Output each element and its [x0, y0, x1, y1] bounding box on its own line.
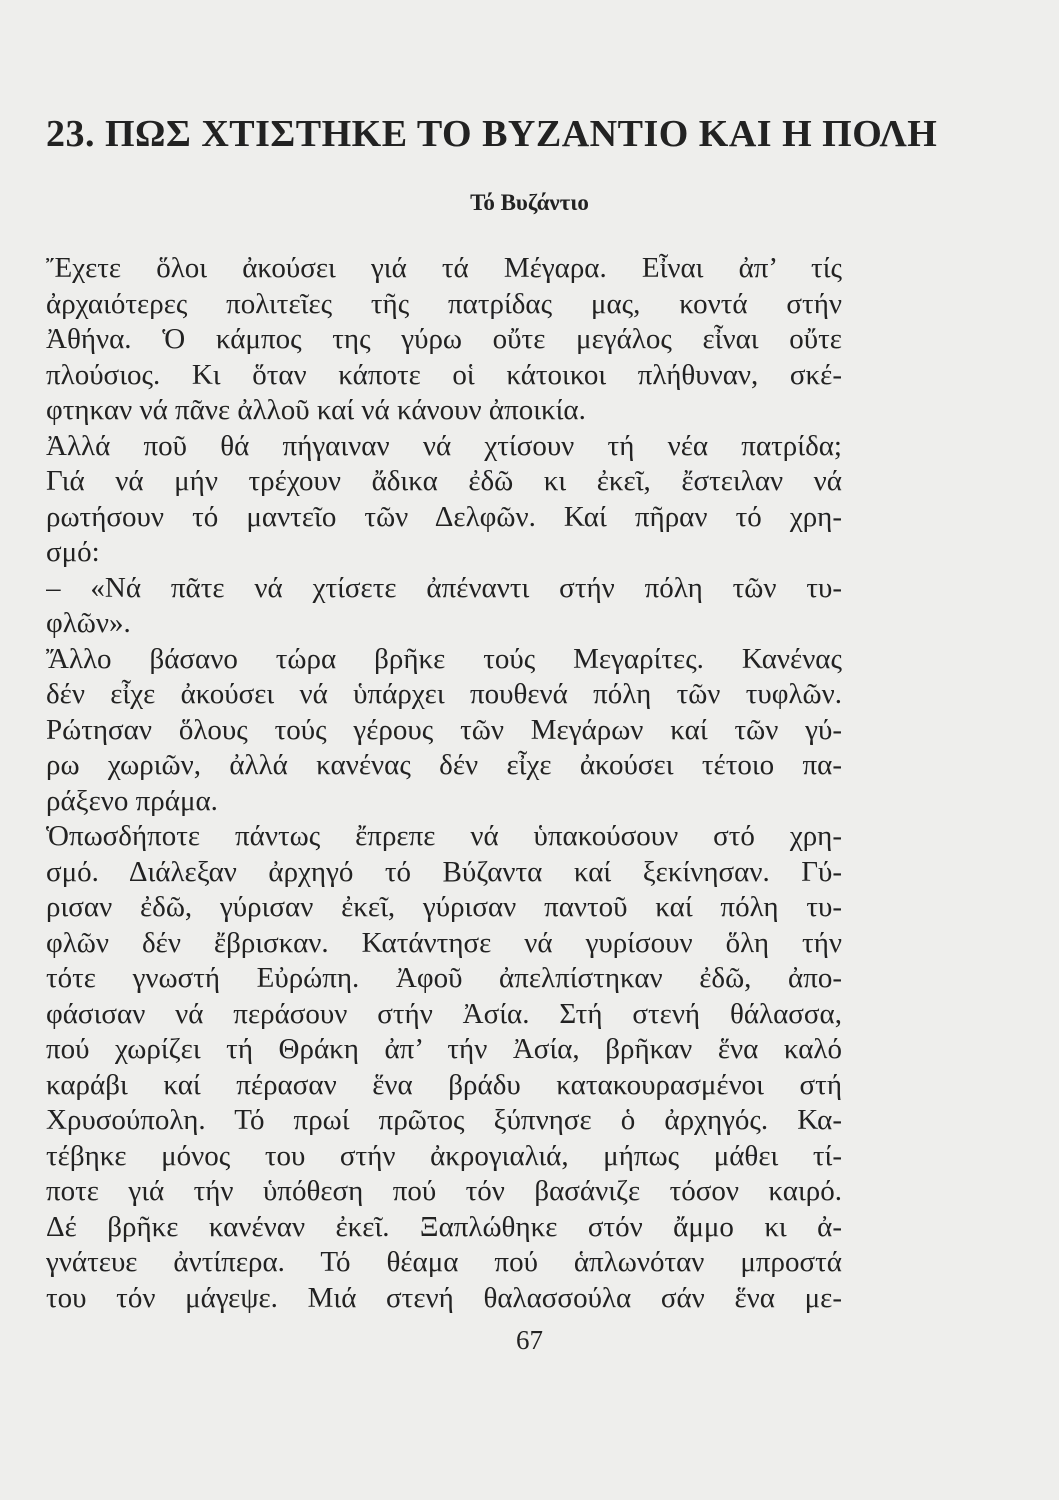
text-line: δέν εἶχε ἀκούσει νά ὑπάρχει πουθενά πόλη τῶν τυφλῶν. [46, 678, 842, 710]
text-line: Χρυσούπολη. Τό πρωί πρῶτος ξύπνησε ὁ ἀρχηγός. Κα- [46, 1104, 842, 1136]
text-line: πλούσιος. Κι ὅταν κάποτε οἱ κάτοικοι πλήθυναν, σκέ- [46, 358, 842, 391]
text-line: ρωτήσουν τό μαντεῖο τῶν Δελφῶν. Καί πῆραν τό χρη- [46, 500, 842, 533]
text-line: Ἔχετε ὅλοι ἀκούσει γιά τά Μέγαρα. Εἶναι ἀπ’ τίς [46, 252, 842, 284]
text-line: φλῶν». [46, 607, 131, 639]
text-line: ρω χωριῶν, ἀλλά κανένας δέν εἶχε ἀκούσει τέτοιο πα- [46, 749, 842, 781]
text-line: τότε γνωστή Εὐρώπη. Ἀφοῦ ἀπελπίστηκαν ἐδῶ, ἀπο- [46, 962, 842, 994]
text-line: πού χωρίζει τή Θράκη ἀπ’ τήν Ἀσία, βρῆκαν ἕνα καλό [46, 1033, 842, 1065]
text-line: ράξενο πράμα. [46, 784, 218, 817]
text-line: Ἀθήνα. Ὁ κάμπος της γύρω οὔτε μεγάλος εἶναι οὔτε [46, 323, 842, 355]
body-text [46, 251, 842, 1316]
text-line: τέβηκε μόνος του στήν ἀκρογιαλιά, μήπως μάθει τί- [46, 1139, 842, 1172]
text-line: γνάτευε ἀντίπερα. Τό θέαμα πού ἁπλωνόταν μπροστά [46, 1246, 842, 1278]
text-line: σμό: [46, 536, 100, 568]
text-line: σμό. Διάλεξαν ἀρχηγό τό Βύζαντα καί ξεκίνησαν. Γύ- [46, 855, 842, 888]
text-line: Ἀλλά ποῦ θά πήγαιναν νά χτίσουν τή νέα πατρίδα; [46, 429, 842, 462]
text-line: φάσισαν νά περάσουν στήν Ἀσία. Στή στενή θάλασσα, [46, 997, 842, 1030]
text-line: καράβι καί πέρασαν ἕνα βράδυ κατακουρασμένοι στή [46, 1068, 842, 1101]
text-line: Δέ βρῆκε κανέναν ἐκεῖ. Ξαπλώθηκε στόν ἄμμο κι ἀ- [46, 1210, 842, 1243]
page-number: 67 [516, 1325, 543, 1355]
text-line: φλῶν δέν ἔβρισκαν. Κατάντησε νά γυρίσουν ὅλη τήν [46, 926, 842, 959]
text-line: Ἄλλο βάσανο τώρα βρῆκε τούς Μεγαρίτες. Κανένας [46, 642, 842, 675]
text-line: ποτε γιά τήν ὑπόθεση πού τόν βασάνιζε τόσον καιρό. [46, 1175, 842, 1207]
text-line: Γιά νά μήν τρέχουν ἄδικα ἐδῶ κι ἐκεῖ, ἔστειλαν νά [46, 465, 842, 497]
text-line: ἀρχαιότερες πολιτεῖες τῆς πατρίδας μας, κοντά στήν [46, 287, 842, 320]
text-line: ρισαν ἐδῶ, γύρισαν ἐκεῖ, γύρισαν παντοῦ καί πόλη τυ- [46, 891, 842, 923]
text-line: φτηκαν νά πᾶνε ἀλλοῦ καί νά κάνουν ἀποικία. [46, 394, 586, 426]
text-line: Ὁπωσδήποτε πάντως ἔπρεπε νά ὑπακούσουν στό χρη- [46, 820, 842, 852]
section-subtitle: Τό Βυζάντιο [470, 190, 589, 215]
text-line: – «Νά πᾶτε νά χτίσετε ἀπέναντι στήν πόλη τῶν τυ- [46, 571, 842, 604]
text-line: Ρώτησαν ὅλους τούς γέρους τῶν Μεγάρων καί τῶν γύ- [46, 713, 842, 746]
chapter-title: 23. ΠΩΣ ΧΤΙΣΤΗΚΕ ΤΟ ΒΥΖΑΝΤΙΟ ΚΑΙ Η ΠΟΛΗ [46, 113, 938, 155]
text-line: του τόν μάγεψε. Μιά στενή θαλασσούλα σάν ἕνα με- [46, 1281, 842, 1314]
